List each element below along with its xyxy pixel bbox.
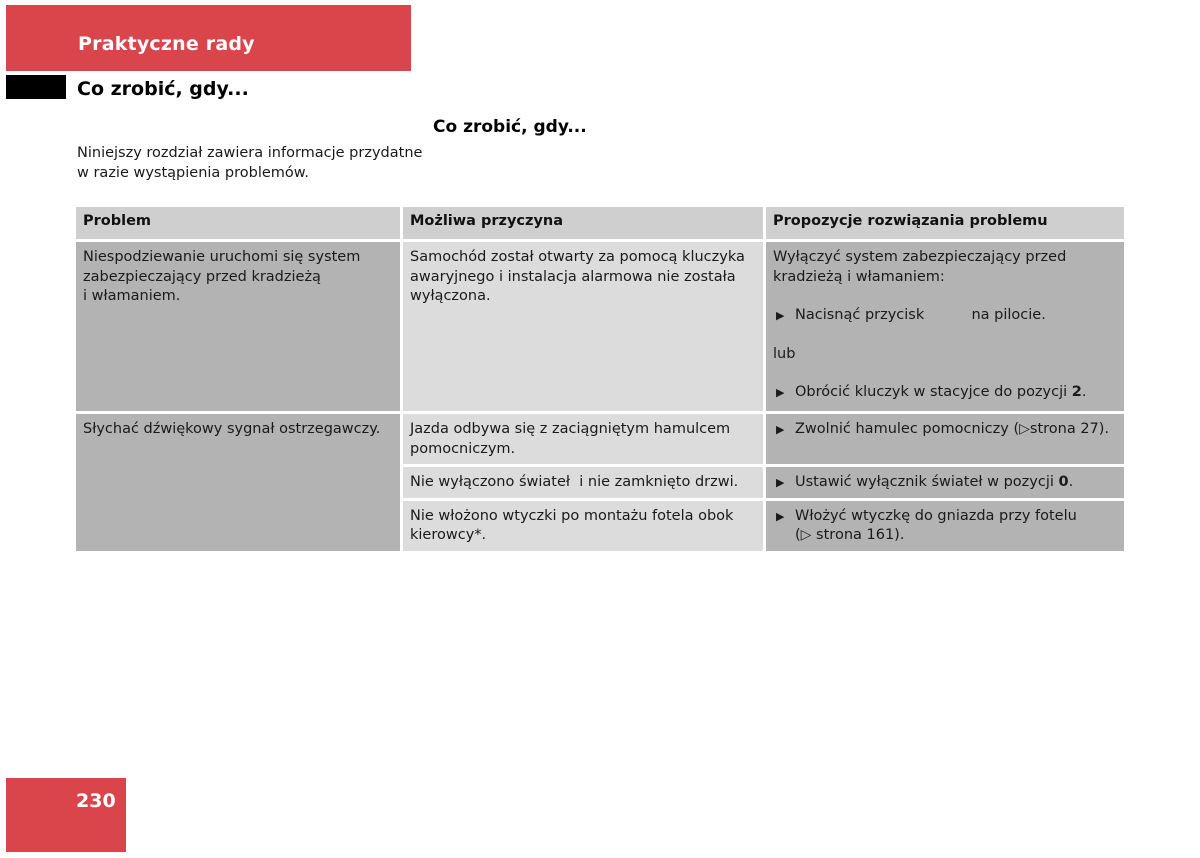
subheading-marker <box>6 75 66 99</box>
step-text: strona 161). <box>811 527 905 543</box>
header-solution: Propozycje rozwiązania problemu <box>766 207 1124 242</box>
problem-cell <box>76 242 403 414</box>
solution-step <box>773 383 1117 403</box>
intro-line: w razie wystąpienia problemów. <box>77 165 309 181</box>
solution-step <box>773 473 1117 493</box>
step-text: strona 27). <box>1029 421 1110 437</box>
step-text: . <box>1081 384 1087 400</box>
step-text: Nacisnąć przycisk <box>795 307 925 323</box>
solution-intro: Wyłączyć system zabezpieczający przed kradzieżą i włamaniem: <box>773 249 1067 285</box>
problem-cell <box>76 414 403 554</box>
troubleshooting-table <box>76 207 1124 554</box>
step-text: . <box>1068 474 1074 490</box>
intro-line: Niniejszy rozdział zawiera informacje przydatne <box>77 145 423 161</box>
bullet-triangle-icon: ▶ <box>776 476 785 489</box>
page-number: 230 <box>76 790 116 812</box>
cause-text: Nie wyłączono świateł i nie zamknięto drzwi. <box>410 474 739 490</box>
problem-text: Słychać dźwiękowy sygnał ostrzegawczy. <box>83 421 381 437</box>
step-text: Zwolnić hamulec pomocniczy ( <box>795 421 1020 437</box>
section-title: Praktyczne rady <box>78 33 255 55</box>
header-cause: Możliwa przyczyna <box>403 207 766 242</box>
step-text: ( <box>795 527 801 543</box>
table-header-row <box>76 207 1124 242</box>
cause-cell <box>403 414 766 467</box>
header-problem: Problem <box>76 207 403 242</box>
cause-cell <box>403 242 766 414</box>
step-text: Włożyć wtyczkę do gniazda przy fotelu <box>795 507 1077 524</box>
solution-cell <box>766 467 1124 501</box>
cause-text: Jazda odbywa się z zaciągniętym hamulcem pomocniczym. <box>410 421 731 457</box>
bullet-triangle-icon: ▶ <box>776 509 785 523</box>
table-row <box>76 414 1124 467</box>
problem-text: Niespodziewanie uruchomi się system <box>83 249 361 265</box>
intro-paragraph <box>77 143 427 183</box>
cause-text: Samochód został otwarty za pomocą kluczyka awaryjnego i instalacja alarmowa nie została wyłączona. <box>410 249 745 304</box>
page-subheading: Co zrobić, gdy... <box>77 78 249 100</box>
problem-text: zabezpieczający przed kradzieżą <box>83 268 321 285</box>
cause-cell <box>403 467 766 501</box>
table-row <box>76 242 1124 414</box>
or-text: lub <box>773 345 796 362</box>
cause-text: Nie włożono wtyczki po montażu fotela obok kierowcy*. <box>410 507 734 543</box>
step-text: na pilocie. <box>971 307 1046 323</box>
content-heading: Co zrobić, gdy... <box>433 117 587 137</box>
step-text: Obrócić kluczyk w stacyjce do pozycji <box>795 384 1072 400</box>
solution-cell <box>766 414 1124 467</box>
page-reference-icon: ▷ <box>1019 421 1030 437</box>
solution-cell <box>766 242 1124 414</box>
position-value: 2 <box>1071 384 1082 400</box>
solution-step <box>773 420 1117 440</box>
solution-step <box>773 507 1117 546</box>
solution-cell <box>766 501 1124 554</box>
bullet-triangle-icon: ▶ <box>776 423 785 436</box>
page-reference-icon: ▷ <box>800 527 812 543</box>
position-value: 0 <box>1058 474 1069 490</box>
problem-text: i włamaniem. <box>83 288 181 304</box>
bullet-triangle-icon: ▶ <box>776 309 785 322</box>
cause-cell <box>403 501 766 554</box>
step-text: Ustawić wyłącznik świateł w pozycji <box>795 474 1059 490</box>
solution-step <box>773 306 1117 326</box>
bullet-triangle-icon: ▶ <box>776 386 785 399</box>
